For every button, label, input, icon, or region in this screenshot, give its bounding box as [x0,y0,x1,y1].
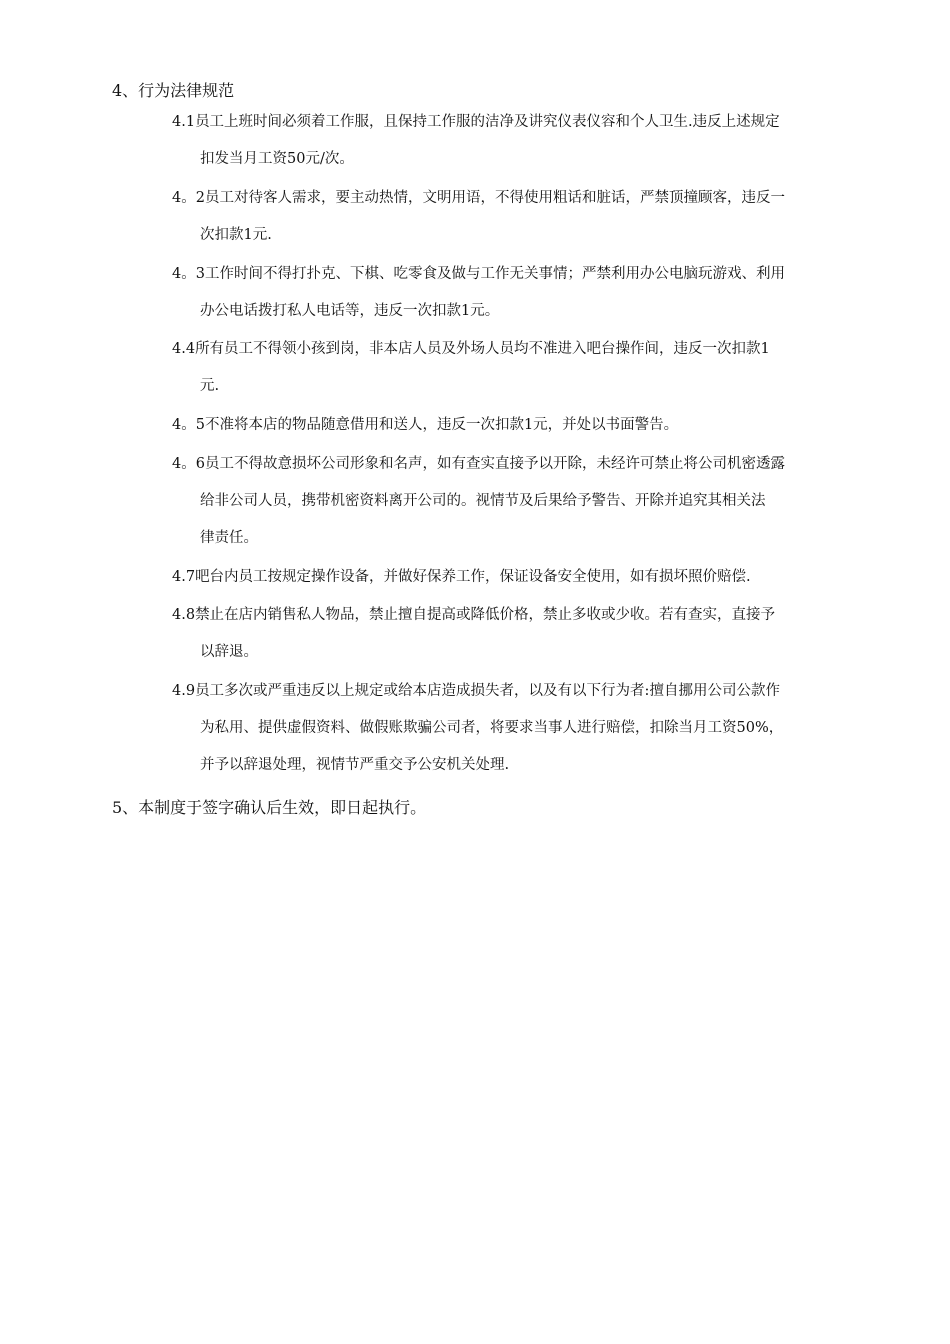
clause-continuation: 并予以辞退处理，视情节严重交予公安机关处理. [200,757,510,773]
clause-number: 4.8 [172,607,196,623]
section-5-heading: 5、本制度于签字确认后生效，即日起执行。 [112,798,427,817]
clause-text: 员工上班时间必须着工作服，且保持工作服的洁净及讲究仪表仪容和个人卫生.违反上述规定 [195,114,780,130]
clause-4-3 [172,256,844,330]
clause-4-2 [172,180,844,254]
clause-4-8 [172,597,844,671]
clause-text: 员工不得故意损坏公司形象和名声，如有查实直接予以开除，未经许可禁止将公司机密透露 [204,456,785,472]
clause-number: 4.7 [172,569,196,585]
clause-4-7 [172,559,844,596]
clause-continuation: 为私用、提供虚假资料、做假账欺骗公司者，将要求当事人进行赔偿，扣除当月工资50%， [200,720,784,736]
clause-text: 吧台内员工按规定操作设备，并做好保养工作，保证设备安全使用，如有损坏照价赔偿. [195,569,751,585]
clause-text: 工作时间不得打扑克、下棋、吃零食及做与工作无关事情；严禁利用办公电脑玩游戏、利用 [204,266,785,282]
clause-continuation: 扣发当月工资50元/次。 [200,151,354,167]
clause-number: 4.4 [172,341,196,357]
clause-continuation: 以辞退。 [200,644,258,660]
clause-number: 4。5 [172,417,205,433]
clause-number: 4。6 [172,456,205,472]
clause-4-1 [172,104,844,178]
clause-continuation: 次扣款1元. [200,227,272,243]
clause-number: 4。2 [172,190,205,206]
clause-number: 4.1 [172,114,196,130]
clause-text: 员工对待客人需求，要主动热情，文明用语，不得使用粗话和脏话，严禁顶撞顾客，违反一 [204,190,785,206]
clause-number: 4。3 [172,266,205,282]
clause-4-6 [172,446,844,557]
section-4-heading: 4、行为法律规范 [112,81,235,100]
clause-continuation: 办公电话拨打私人电话等，违反一次扣款1元。 [200,303,500,319]
clause-text: 员工多次或严重违反以上规定或给本店造成损失者，以及有以下行为者:擅自挪用公司公款作 [195,683,780,699]
clause-4-5 [172,407,844,444]
clause-text: 禁止在店内销售私人物品，禁止擅自提高或降低价格，禁止多收或少收。若有查实，直接予 [195,607,776,623]
clause-text: 所有员工不得领小孩到岗，非本店人员及外场人员均不准进入吧台操作间，违反一次扣款1 [195,341,770,357]
clause-4-9 [172,673,844,784]
clause-continuation: 元. [200,378,220,394]
clause-continuation: 律责任。 [200,530,258,546]
clause-text: 不准将本店的物品随意借用和送人，违反一次扣款1元，并处以书面警告。 [204,417,679,433]
clause-number: 4.9 [172,683,196,699]
clause-4-4 [172,331,844,405]
clause-continuation: 给非公司人员，携带机密资料离开公司的。视情节及后果给予警告、开除并追究其相关法 [200,493,766,509]
